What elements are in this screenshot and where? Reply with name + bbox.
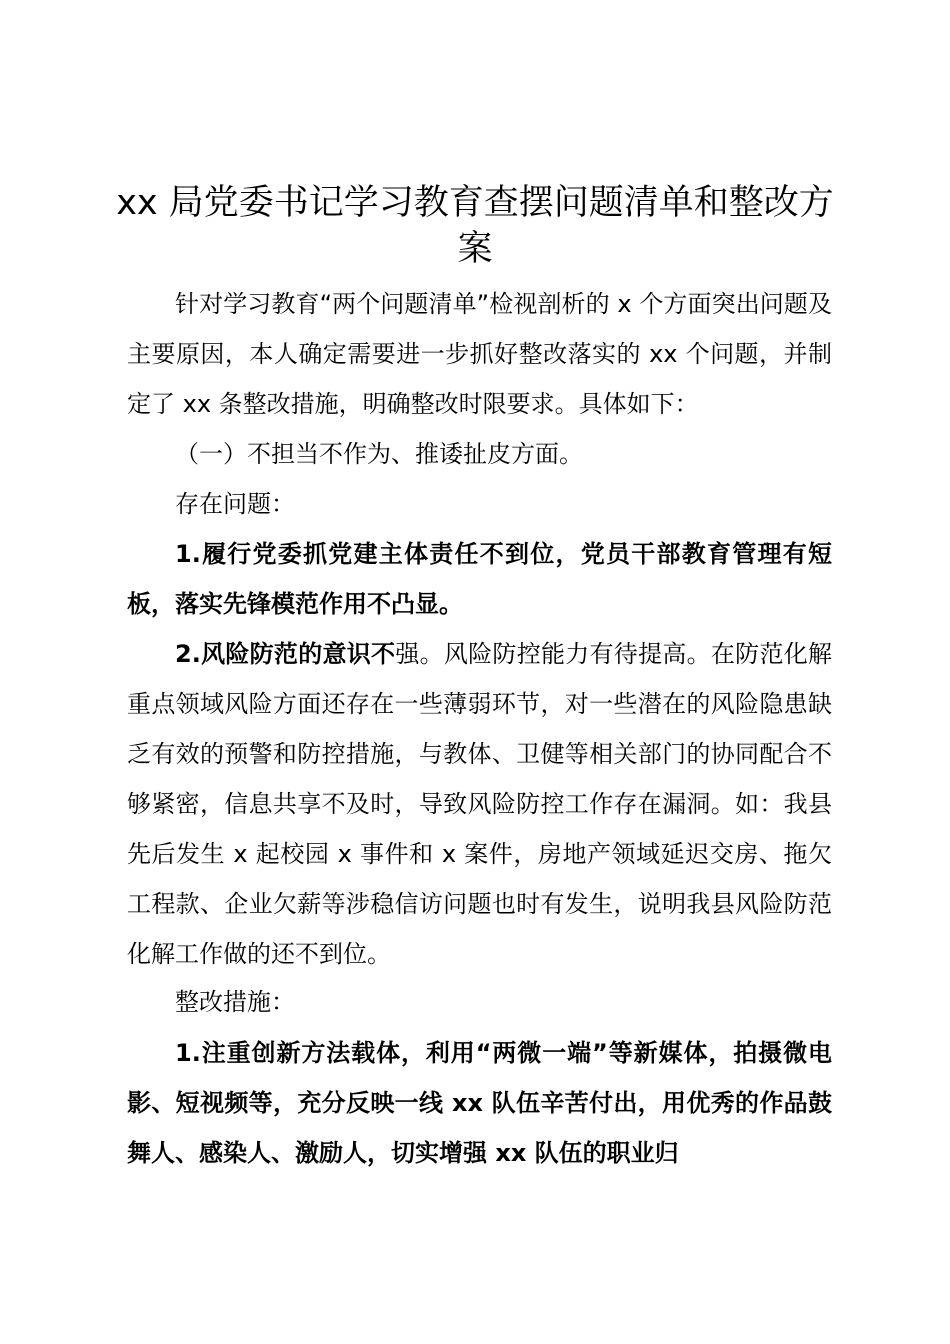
existing-problems-label: 存在问题：	[175, 490, 295, 518]
rectification-label: 整改措施：	[175, 988, 295, 1016]
measure-1-paragraph: 1.注重创新方法载体，利用“两微一端”等新媒体，拍摄微电影、短视频等，充分反映一线 xx 队伍辛苦付出，用优秀的作品鼓舞人、感染人、激励人，切实增强 xx 队伍的职业归	[127, 1039, 832, 1167]
problem-2-paragraph	[127, 629, 832, 979]
section-heading: （一）不担当不作为、推诿扯皮方面。	[175, 440, 583, 468]
problem-1-paragraph: 1.履行党委抓党建主体责任不到位，党员干部教育管理有短板，落实先锋模范作用不凸显。	[127, 540, 832, 618]
intro-paragraph: 针对学习教育“两个问题清单”检视剖析的 x 个方面突出问题及主要原因，本人确定需要进一步抓好整改落实的 xx 个问题，并制定了 xx 条整改措施，明确整改时限要求。具体如下：	[127, 290, 832, 418]
problem-2-lead: 2.风险防范的意识不	[175, 640, 396, 668]
problem-2-body: 强。风险防控能力有待提高。在防范化解重点领域风险方面还存在一些薄弱环节，对一些潜在的风险隐患缺乏有效的预警和防控措施，与教体、卫健等相关部门的协同配合不够紧密，信息共享不及时，导致风险防控工作存在漏洞。如：我县先后发生 x 起校园 x 事件和 x 案件，房地产领域延迟交房、拖欠工程款、企业欠薪等涉稳信访问题也时有发生，说明我县风险防范化解工作做的还不到位。	[127, 640, 833, 968]
document-title: xx 局党委书记学习教育查摆问题清单和整改方案	[116, 183, 834, 269]
